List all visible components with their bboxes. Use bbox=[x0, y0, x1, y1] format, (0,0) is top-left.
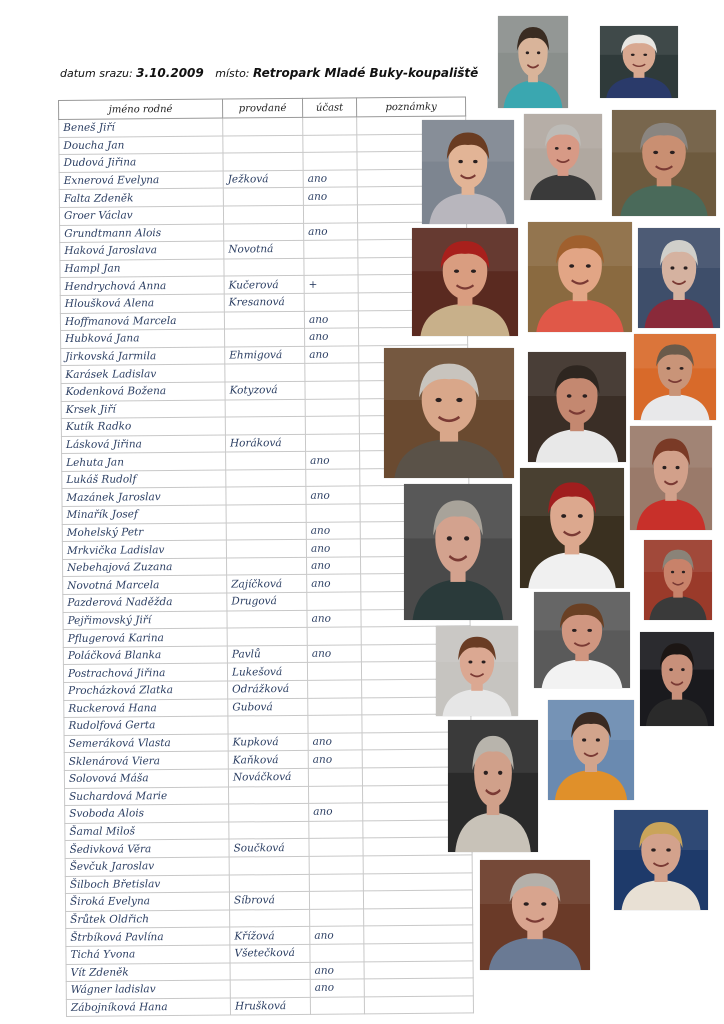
birth-name-cell: Grundtmann Alois bbox=[60, 224, 224, 243]
attendance-cell bbox=[307, 592, 361, 610]
married-name-cell bbox=[230, 962, 310, 980]
birth-name-cell: Poláčková Blanka bbox=[63, 646, 227, 665]
attendance-cell: ano bbox=[306, 486, 360, 504]
married-name-cell bbox=[224, 311, 304, 329]
portrait-photo bbox=[640, 632, 714, 726]
notes-cell bbox=[364, 978, 473, 997]
attendance-cell: ano bbox=[306, 539, 360, 557]
attendance-cell: ano bbox=[308, 750, 362, 768]
column-header-married-name: provdané bbox=[222, 98, 302, 118]
birth-name-cell: Jirkovská Jarmila bbox=[61, 347, 225, 366]
birth-name-cell: Falta Zdeněk bbox=[59, 188, 223, 207]
portrait-photo bbox=[528, 222, 632, 332]
birth-name-cell: Sklenárová Viera bbox=[64, 751, 228, 770]
notes-cell bbox=[364, 960, 473, 979]
married-name-cell bbox=[229, 803, 309, 821]
portrait-photo bbox=[548, 700, 634, 800]
portrait-photo bbox=[638, 228, 720, 328]
notes-cell bbox=[363, 890, 472, 909]
attendance-cell bbox=[308, 785, 362, 803]
attendance-cell bbox=[308, 697, 362, 715]
birth-name-cell: Kodenková Božena bbox=[61, 382, 225, 401]
birth-name-cell: Hubková Jana bbox=[61, 329, 225, 348]
attendance-cell: ano bbox=[310, 961, 364, 979]
attendance-cell bbox=[304, 293, 358, 311]
married-name-cell: Kresanová bbox=[224, 293, 304, 311]
attendance-cell: ano bbox=[308, 733, 362, 751]
married-name-cell bbox=[227, 628, 307, 646]
married-name-cell bbox=[227, 610, 307, 628]
birth-name-cell: Pflugerová Karina bbox=[63, 628, 227, 647]
attendance-cell: ano bbox=[307, 610, 361, 628]
birth-name-cell: Lukáš Rudolf bbox=[62, 470, 226, 489]
portrait-photo bbox=[448, 720, 538, 852]
birth-name-cell: Solovová Máša bbox=[64, 769, 228, 788]
portrait-photo bbox=[634, 334, 716, 420]
attendance-cell: + bbox=[304, 275, 358, 293]
married-name-cell bbox=[229, 874, 309, 892]
attendance-cell: ano bbox=[307, 645, 361, 663]
attendance-cell bbox=[303, 152, 357, 170]
attendance-cell: ano bbox=[306, 557, 360, 575]
place-label: místo: bbox=[215, 67, 250, 80]
portrait-photo bbox=[612, 110, 716, 216]
portrait-photo bbox=[498, 16, 568, 108]
married-name-cell: Křížová bbox=[230, 927, 310, 945]
attendance-cell bbox=[305, 381, 359, 399]
married-name-cell bbox=[230, 979, 310, 997]
birth-name-cell: Beneš Jiří bbox=[59, 118, 223, 137]
birth-name-cell: Wágner ladislav bbox=[66, 980, 230, 999]
married-name-cell: Kučerová bbox=[224, 276, 304, 294]
column-header-birth-name: jméno rodné bbox=[59, 99, 223, 119]
attendance-cell: ano bbox=[304, 310, 358, 328]
birth-name-cell: Pazderová Naděžda bbox=[63, 593, 227, 612]
married-name-cell bbox=[225, 328, 305, 346]
birth-name-cell: Doucha Jan bbox=[59, 136, 223, 155]
married-name-cell bbox=[223, 205, 303, 223]
married-name-cell: Kaňková bbox=[228, 751, 308, 769]
married-name-cell: Horáková bbox=[225, 434, 305, 452]
birth-name-cell: Hoffmanová Marcela bbox=[60, 312, 224, 331]
married-name-cell: Novotná bbox=[224, 241, 304, 259]
attendance-cell bbox=[307, 627, 361, 645]
date-value: 3.10.2009 bbox=[136, 66, 204, 80]
notes-cell bbox=[364, 996, 473, 1015]
meeting-header bbox=[60, 66, 478, 80]
birth-name-cell: Šilboch Břetislav bbox=[65, 875, 229, 894]
birth-name-cell: Karásek Ladislav bbox=[61, 364, 225, 383]
attendance-cell: ano bbox=[305, 346, 359, 364]
portrait-photo bbox=[644, 540, 712, 620]
birth-name-cell: Hampl Jan bbox=[60, 259, 224, 278]
place-value: Retropark Mladé Buky-koupaliště bbox=[253, 66, 479, 80]
birth-name-cell: Zábojníková Hana bbox=[66, 998, 230, 1017]
portrait-photo bbox=[534, 592, 630, 688]
birth-name-cell: Minařík Josef bbox=[62, 505, 226, 524]
birth-name-cell: Mohelský Petr bbox=[62, 523, 226, 542]
married-name-cell: Hrušková bbox=[230, 997, 310, 1015]
attendance-cell bbox=[308, 768, 362, 786]
married-name-cell bbox=[223, 153, 303, 171]
attendance-cell bbox=[303, 205, 357, 223]
birth-name-cell: Semeráková Vlasta bbox=[64, 734, 228, 753]
portrait-photo bbox=[528, 352, 626, 462]
married-name-cell: Kupková bbox=[228, 733, 308, 751]
birth-name-cell: Vít Zdeněk bbox=[66, 963, 230, 982]
birth-name-cell: Exnerová Evelyna bbox=[59, 171, 223, 190]
attendance-cell bbox=[310, 997, 364, 1015]
birth-name-cell: Šedivková Věra bbox=[65, 839, 229, 858]
married-name-cell: Gubová bbox=[228, 698, 308, 716]
married-name-cell bbox=[226, 452, 306, 470]
married-name-cell bbox=[225, 364, 305, 382]
married-name-cell bbox=[224, 258, 304, 276]
birth-name-cell: Procházková Zlatka bbox=[64, 681, 228, 700]
portrait-photo bbox=[404, 484, 512, 620]
birth-name-cell: Svoboda Alois bbox=[65, 804, 229, 823]
birth-name-cell: Krsek Jiří bbox=[61, 400, 225, 419]
married-name-cell: Ježková bbox=[223, 170, 303, 188]
birth-name-cell: Hendrychová Anna bbox=[60, 276, 224, 295]
portrait-photo bbox=[412, 228, 518, 336]
birth-name-cell: Ruckerová Hana bbox=[64, 699, 228, 718]
married-name-cell bbox=[226, 522, 306, 540]
portrait-photo bbox=[520, 468, 624, 588]
attendance-cell: ano bbox=[306, 522, 360, 540]
married-name-cell bbox=[223, 117, 303, 135]
married-name-cell: Drugová bbox=[227, 592, 307, 610]
portrait-photo bbox=[614, 810, 708, 910]
notes-cell bbox=[363, 872, 472, 891]
date-label: datum srazu: bbox=[60, 67, 133, 80]
attendance-cell bbox=[309, 856, 363, 874]
birth-name-cell: Pejřimovský Jiří bbox=[63, 611, 227, 630]
portrait-photo bbox=[384, 348, 514, 478]
attendance-cell bbox=[303, 134, 357, 152]
birth-name-cell: Ševčuk Jaroslav bbox=[65, 857, 229, 876]
married-name-cell bbox=[226, 469, 306, 487]
notes-cell bbox=[364, 925, 473, 944]
married-name-cell bbox=[228, 786, 308, 804]
birth-name-cell: Kutík Radko bbox=[61, 417, 225, 436]
portrait-photo bbox=[630, 426, 712, 530]
birth-name-cell: Hloušková Alena bbox=[60, 294, 224, 313]
portrait-photo bbox=[600, 26, 678, 98]
married-name-cell bbox=[223, 135, 303, 153]
birth-name-cell: Rudolfová Gerta bbox=[64, 716, 228, 735]
birth-name-cell: Šrůtek Oldřich bbox=[66, 910, 230, 929]
married-name-cell bbox=[229, 856, 309, 874]
married-name-cell bbox=[226, 540, 306, 558]
birth-name-cell: Nebehajová Zuzana bbox=[63, 558, 227, 577]
table-row bbox=[66, 996, 473, 1017]
married-name-cell: Všetečková bbox=[230, 944, 310, 962]
attendance-cell bbox=[310, 909, 364, 927]
attendance-cell: ano bbox=[310, 979, 364, 997]
birth-name-cell: Široká Evelyna bbox=[65, 892, 229, 911]
attendance-cell: ano bbox=[309, 803, 363, 821]
attendance-cell bbox=[309, 873, 363, 891]
attendance-cell: ano bbox=[303, 187, 357, 205]
married-name-cell: Nováčková bbox=[228, 768, 308, 786]
attendance-cell bbox=[310, 944, 364, 962]
portrait-photo bbox=[480, 860, 590, 970]
birth-name-cell: Mazánek Jaroslav bbox=[62, 488, 226, 507]
married-name-cell: Lukešová bbox=[227, 663, 307, 681]
portrait-photo bbox=[524, 114, 602, 200]
married-name-cell: Odrážková bbox=[228, 680, 308, 698]
birth-name-cell: Štrbíková Pavlína bbox=[66, 927, 230, 946]
birth-name-cell: Dudová Jiřina bbox=[59, 153, 223, 172]
attendance-cell bbox=[308, 715, 362, 733]
attendance-cell: ano bbox=[306, 451, 360, 469]
column-header-notes: poznámky bbox=[356, 97, 465, 117]
married-name-cell bbox=[229, 821, 309, 839]
attendance-cell: ano bbox=[305, 328, 359, 346]
attendance-cell bbox=[306, 469, 360, 487]
notes-cell bbox=[364, 943, 473, 962]
attendance-cell: ano bbox=[310, 926, 364, 944]
attendance-cell bbox=[309, 821, 363, 839]
attendance-cell bbox=[303, 117, 357, 135]
married-name-cell bbox=[228, 716, 308, 734]
attendance-cell: ano bbox=[303, 170, 357, 188]
married-name-cell bbox=[226, 504, 306, 522]
birth-name-cell: Mrkvička Ladislav bbox=[62, 540, 226, 559]
attendance-cell bbox=[309, 838, 363, 856]
birth-name-cell: Novotná Marcela bbox=[63, 575, 227, 594]
married-name-cell bbox=[230, 909, 310, 927]
column-header-attendance: účast bbox=[302, 98, 356, 117]
married-name-cell bbox=[226, 487, 306, 505]
birth-name-cell: Lásková Jiřina bbox=[61, 435, 225, 454]
married-name-cell bbox=[223, 188, 303, 206]
attendance-cell bbox=[304, 258, 358, 276]
married-name-cell bbox=[225, 399, 305, 417]
attendance-cell: ano bbox=[307, 574, 361, 592]
married-name-cell: Ehmigová bbox=[225, 346, 305, 364]
married-name-cell bbox=[224, 223, 304, 241]
birth-name-cell: Groer Václav bbox=[59, 206, 223, 225]
attendance-cell bbox=[307, 662, 361, 680]
birth-name-cell: Lehuta Jan bbox=[62, 452, 226, 471]
married-name-cell: Součková bbox=[229, 839, 309, 857]
birth-name-cell: Tichá Yvona bbox=[66, 945, 230, 964]
birth-name-cell: Šamal Miloš bbox=[65, 822, 229, 841]
attendance-cell bbox=[304, 240, 358, 258]
married-name-cell: Síbrová bbox=[229, 891, 309, 909]
attendance-cell bbox=[308, 680, 362, 698]
attendance-cell bbox=[305, 434, 359, 452]
notes-cell bbox=[364, 908, 473, 927]
attendance-cell bbox=[306, 504, 360, 522]
attendance-cell bbox=[309, 891, 363, 909]
married-name-cell bbox=[227, 557, 307, 575]
portrait-photo bbox=[422, 120, 514, 224]
birth-name-cell: Haková Jaroslava bbox=[60, 241, 224, 260]
attendance-cell bbox=[305, 363, 359, 381]
notes-cell bbox=[363, 855, 472, 874]
birth-name-cell: Suchardová Marie bbox=[65, 787, 229, 806]
married-name-cell: Kotyzová bbox=[225, 381, 305, 399]
birth-name-cell: Postrachová Jiřina bbox=[63, 663, 227, 682]
attendance-cell bbox=[305, 416, 359, 434]
married-name-cell bbox=[225, 416, 305, 434]
attendance-cell bbox=[305, 398, 359, 416]
married-name-cell: Pavlů bbox=[227, 645, 307, 663]
attendance-cell: ano bbox=[304, 222, 358, 240]
portrait-photo bbox=[436, 626, 518, 716]
married-name-cell: Zajíčková bbox=[227, 575, 307, 593]
